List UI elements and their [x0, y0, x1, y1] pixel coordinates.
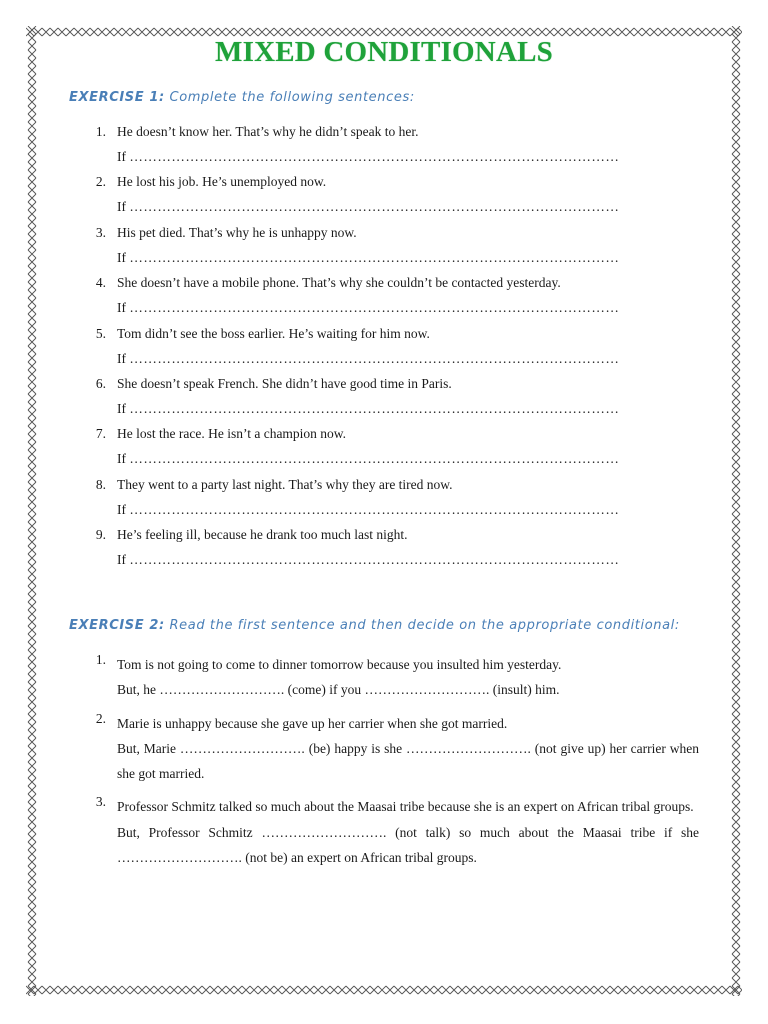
answer-prefix: If	[117, 501, 126, 517]
item-number: 2.	[95, 710, 106, 726]
item-exercise-line[interactable]: But, Professor Schmitz ………………………. (not talk) so much about the Maasai tribe if she ………………………. (not be) an expert on African tribal groups.	[117, 824, 699, 866]
exercise-2-item	[0, 652, 768, 703]
item-number: 4.	[95, 275, 106, 291]
exercise-1-item	[0, 477, 768, 527]
answer-line[interactable]	[117, 552, 657, 568]
answer-prefix: If	[117, 350, 126, 366]
exercise-1-item	[0, 275, 768, 325]
exercise-1-item	[0, 124, 768, 174]
answer-prefix: If	[117, 451, 126, 467]
answer-line[interactable]	[117, 351, 657, 367]
answer-prefix: If	[117, 149, 126, 164]
exercise-2-heading	[69, 618, 680, 633]
exercise-2-item	[0, 794, 768, 870]
item-sentence: They went to a party last night. That’s why they are tired now.	[117, 476, 453, 492]
item-sentence: Tom didn’t see the boss earlier. He’s waiting for him now.	[117, 325, 430, 341]
answer-blank[interactable]: ……………………………………………………………………………………………	[129, 350, 620, 366]
item-number: 1.	[95, 652, 106, 667]
item-statement: Professor Schmitz talked so much about the Maasai tribe because she is an expert on African tribal groups.	[117, 799, 694, 815]
answer-blank[interactable]: ……………………………………………………………………………………………	[129, 501, 620, 517]
answer-prefix: If	[117, 199, 126, 215]
item-number: 3.	[95, 794, 106, 810]
exercise-1-item	[0, 326, 768, 376]
answer-blank[interactable]: ……………………………………………………………………………………………	[129, 552, 620, 568]
item-statement: Marie is unhappy because she gave up her carrier when she got married.	[117, 715, 508, 731]
exercise-1-item	[0, 426, 768, 476]
answer-prefix: If	[117, 300, 126, 316]
exercise-1-item	[0, 376, 768, 426]
item-sentence: She doesn’t have a mobile phone. That’s why she couldn’t be contacted yesterday.	[117, 275, 561, 291]
answer-line[interactable]	[117, 149, 657, 165]
item-exercise-line[interactable]: But, he ………………………. (come) if you ………………………. (insult) him.	[117, 682, 560, 698]
exercise-2-instruction: Read the first sentence and then decide on the appropriate conditional:	[169, 618, 680, 633]
exercise-1-instruction: Complete the following sentences:	[169, 90, 415, 105]
item-sentence: He lost the race. He isn’t a champion now.	[117, 426, 347, 442]
item-sentence: His pet died. That’s why he is unhappy now.	[117, 224, 357, 240]
answer-prefix: If	[117, 249, 126, 265]
answer-line[interactable]	[117, 199, 657, 215]
exercise-2-label: EXERCISE 2:	[69, 618, 165, 633]
item-number: 6.	[95, 375, 106, 391]
item-sentence: She doesn’t speak French. She didn’t have good time in Paris.	[117, 375, 452, 391]
item-number: 2.	[95, 174, 106, 190]
item-sentence: He lost his job. He’s unemployed now.	[117, 174, 327, 190]
answer-line[interactable]	[117, 250, 657, 266]
item-number: 7.	[95, 426, 106, 442]
exercise-1-item	[0, 174, 768, 224]
answer-blank[interactable]: ……………………………………………………………………………………………	[129, 300, 620, 316]
item-exercise-line[interactable]: But, Marie ………………………. (be) happy is she ………………………. (not give up) her carrier when she got married.	[117, 740, 699, 782]
answer-blank[interactable]: ……………………………………………………………………………………………	[129, 400, 620, 416]
item-number: 9.	[95, 527, 106, 543]
item-number: 5.	[95, 325, 106, 341]
exercise-1-item	[0, 527, 768, 577]
exercise-1-item	[0, 225, 768, 275]
item-sentence: He doesn’t know her. That’s why he didn’t speak to her.	[117, 124, 419, 139]
answer-blank[interactable]: ……………………………………………………………………………………………	[129, 149, 620, 164]
answer-line[interactable]	[117, 502, 657, 518]
answer-blank[interactable]: ……………………………………………………………………………………………	[129, 249, 620, 265]
exercise-2-list	[0, 652, 768, 878]
item-number: 1.	[95, 124, 106, 139]
item-number: 8.	[95, 476, 106, 492]
exercise-1-label: EXERCISE 1:	[69, 90, 165, 105]
answer-line[interactable]	[117, 300, 657, 316]
exercise-2-item	[0, 711, 768, 787]
border-bottom	[26, 984, 742, 996]
answer-blank[interactable]: ……………………………………………………………………………………………	[129, 451, 620, 467]
item-number: 3.	[95, 224, 106, 240]
answer-line[interactable]	[117, 401, 657, 417]
item-statement: Tom is not going to come to dinner tomorrow because you insulted him yesterday.	[117, 657, 562, 672]
exercise-1-heading	[69, 90, 415, 105]
answer-line[interactable]	[117, 451, 657, 467]
exercise-1-list	[0, 124, 768, 578]
answer-prefix: If	[117, 400, 126, 416]
worksheet-title: MIXED CONDITIONALS	[215, 36, 553, 68]
answer-blank[interactable]: ……………………………………………………………………………………………	[129, 199, 620, 215]
item-sentence: He’s feeling ill, because he drank too much last night.	[117, 527, 408, 543]
answer-prefix: If	[117, 552, 126, 568]
